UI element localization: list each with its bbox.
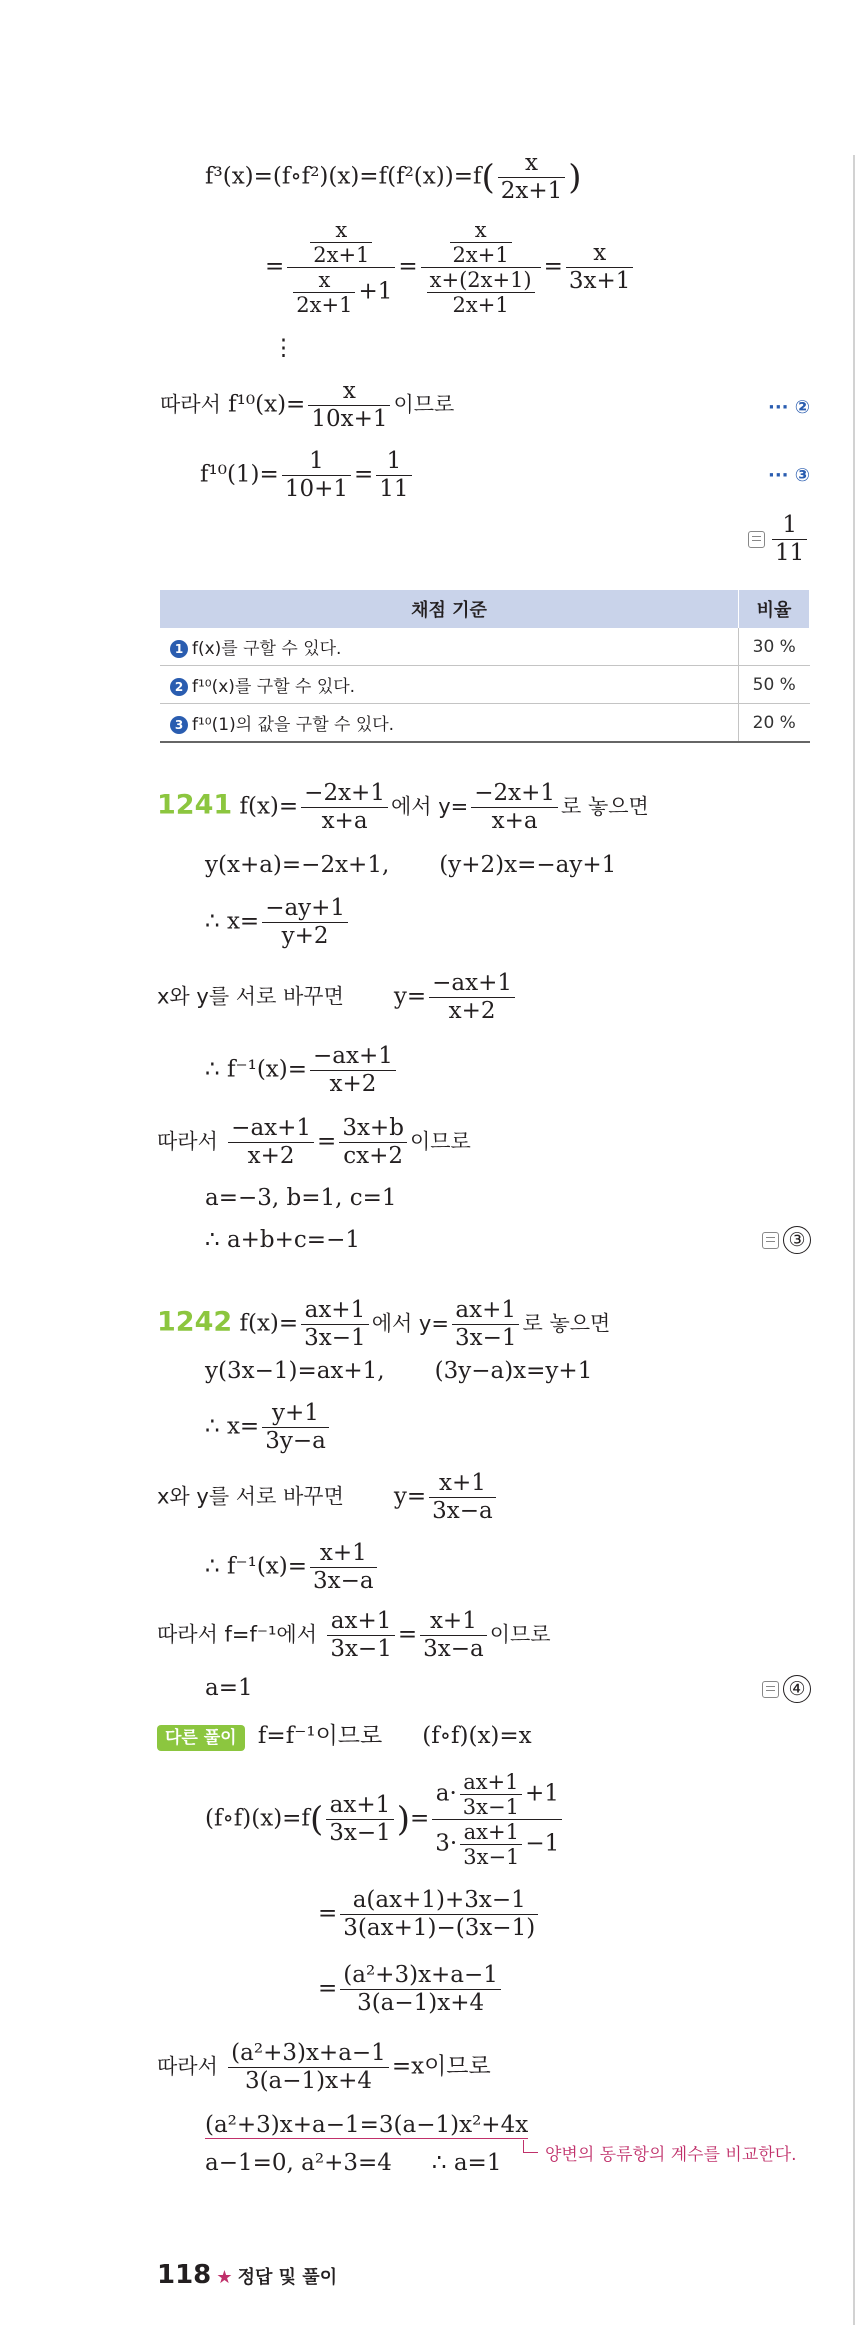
problem-number: 1241 xyxy=(157,789,233,821)
star-icon: ★ xyxy=(216,2267,233,2288)
problem-1242-answer: ④ xyxy=(762,1675,811,1703)
problem-1241-line-2: y(x+a)=−2x+1, (y+2)x=−ay+1 xyxy=(205,852,617,878)
problem-1242-line-4: x와 y를 서로 바꾸면 y= $\frac{x+1}{3x-a}$ xyxy=(157,1470,499,1525)
problem-1241-line-5: ∴ f⁻¹(x)= $\frac{-ax+1}{x+2}$ xyxy=(205,1043,399,1098)
problem-1242-line-3: ∴ x= $\frac{y+1}{3y-a}$ xyxy=(205,1400,332,1455)
table-header-criteria: 채점 기준 xyxy=(160,590,739,628)
vdots: ⋮ xyxy=(272,335,295,361)
step2-line: 따라서 f¹⁰(x)= $\frac{x}{10x+1}$ 이므로 xyxy=(160,378,455,432)
problem-1241-line-4: x와 y를 서로 바꾸면 y= $\frac{-ax+1}{x+2}$ xyxy=(157,970,518,1025)
prev-answer: $\frac{1}{11}$ xyxy=(748,512,810,567)
criteria-number-badge: 1 xyxy=(170,640,188,658)
f3-line-2: = $\frac{x}{2x+1}$ $\frac{x}{2x+1}$ +1 = $\frac{\frac{x}{2x+1}}{\frac{x+(2x+1)}{2x+1}}$ = $\frac{x}{3x+1}$ xyxy=(265,218,636,317)
table-header-ratio: 비율 xyxy=(739,590,810,628)
page-margin-rule xyxy=(853,155,855,2325)
problem-number: 1242 xyxy=(157,1306,233,1338)
problem-1242-line-7: a=1 xyxy=(205,1675,253,1701)
alt-solution-badge: 다른 풀이 xyxy=(157,1725,245,1751)
alt-solution-line-3: = $\frac{a(ax+1)+3x-1}{3(ax+1)-(3x-1)}$ xyxy=(318,1887,541,1942)
problem-1242-line-1: 1242 f(x)= $\frac{ax+1}{3x-1}$ 에서 y= $\frac{ax+1}{3x-1}$ 로 놓으면 xyxy=(157,1297,611,1351)
hint-connector xyxy=(523,2140,538,2153)
alt-solution-line-2: (f∘f)(x)=f( $\frac{ax+1}{3x-1}$ )= a· $\frac{ax+1}{3x-1}$ +1 3· $\frac{ax+1}{3x-1}$ −1 xyxy=(205,1770,565,1869)
answer-icon xyxy=(762,1232,779,1249)
problem-1241-line-3: ∴ x= $\frac{-ay+1}{y+2}$ xyxy=(205,895,351,950)
answer-icon xyxy=(762,1681,779,1698)
criteria-number-badge: 2 xyxy=(170,678,188,696)
table-row: 1 f(x)를 구할 수 있다. 30 % xyxy=(160,628,810,666)
answer-icon xyxy=(748,531,765,548)
step2-marker: ··· ② xyxy=(768,397,811,418)
problem-1241-line-8: ∴ a+b+c=−1 xyxy=(205,1227,360,1253)
problem-1241-line-6: 따라서 $\frac{-ax+1}{x+2}$ = $\frac{3x+b}{cx+2}$ 이므로 xyxy=(157,1115,471,1169)
page-footer xyxy=(157,2260,337,2290)
alt-solution-line-7: a−1=0, a²+3=4 ∴ a=1 xyxy=(205,2150,502,2176)
step3-line: f¹⁰(1)= $\frac{1}{10+1}$ = $\frac{1}{11}$ xyxy=(200,448,415,503)
problem-1242-line-2: y(3x−1)=ax+1, (3y−a)x=y+1 xyxy=(205,1358,593,1384)
problem-1242-line-5: ∴ f⁻¹(x)= $\frac{x+1}{3x-a}$ xyxy=(205,1540,380,1595)
step3-marker: ··· ③ xyxy=(768,465,811,486)
page-number: 118 xyxy=(157,2260,212,2290)
table-row: 2 f¹⁰(x)를 구할 수 있다. 50 % xyxy=(160,666,810,704)
f3-line-1: f³(x)=(f∘f²)(x)=f(f²(x))=f( $\frac{x}{2x+1}$ ) xyxy=(205,150,582,204)
alt-solution-line-1: 다른 풀이 f=f⁻¹이므로 (f∘f)(x)=x xyxy=(157,1717,532,1750)
problem-1242-line-6: 따라서 f=f⁻¹에서 $\frac{ax+1}{3x-1}$ = $\frac{x+1}{3x-a}$ 이므로 xyxy=(157,1608,551,1662)
footer-label: 정답 및 풀이 xyxy=(237,2267,338,2288)
problem-1241-line-7: a=−3, b=1, c=1 xyxy=(205,1185,397,1211)
table-row: 3 f¹⁰(1)의 값을 구할 수 있다. 20 % xyxy=(160,704,810,743)
problem-1241-answer: ③ xyxy=(762,1226,811,1254)
comparison-hint: 양변의 동류항의 계수를 비교한다. xyxy=(545,2145,797,2165)
problem-1241-line-1: 1241 f(x)= $\frac{-2x+1}{x+a}$ 에서 y= $\frac{-2x+1}{x+a}$ 로 놓으면 xyxy=(157,780,649,834)
alt-solution-line-5: 따라서 $\frac{\text{(a²+3)x+a−1}}{3(a-1)x+4}$ =x이므로 xyxy=(157,2040,491,2094)
criteria-number-badge: 3 xyxy=(170,716,188,734)
grading-table xyxy=(160,590,810,743)
alt-solution-line-6: (a²+3)x+a−1=3(a−1)x²+4x xyxy=(205,2112,529,2138)
alt-solution-line-4: = $\frac{\text{(a²+3)x+a−1}}{3(a-1)x+4}$ xyxy=(318,1962,504,2017)
